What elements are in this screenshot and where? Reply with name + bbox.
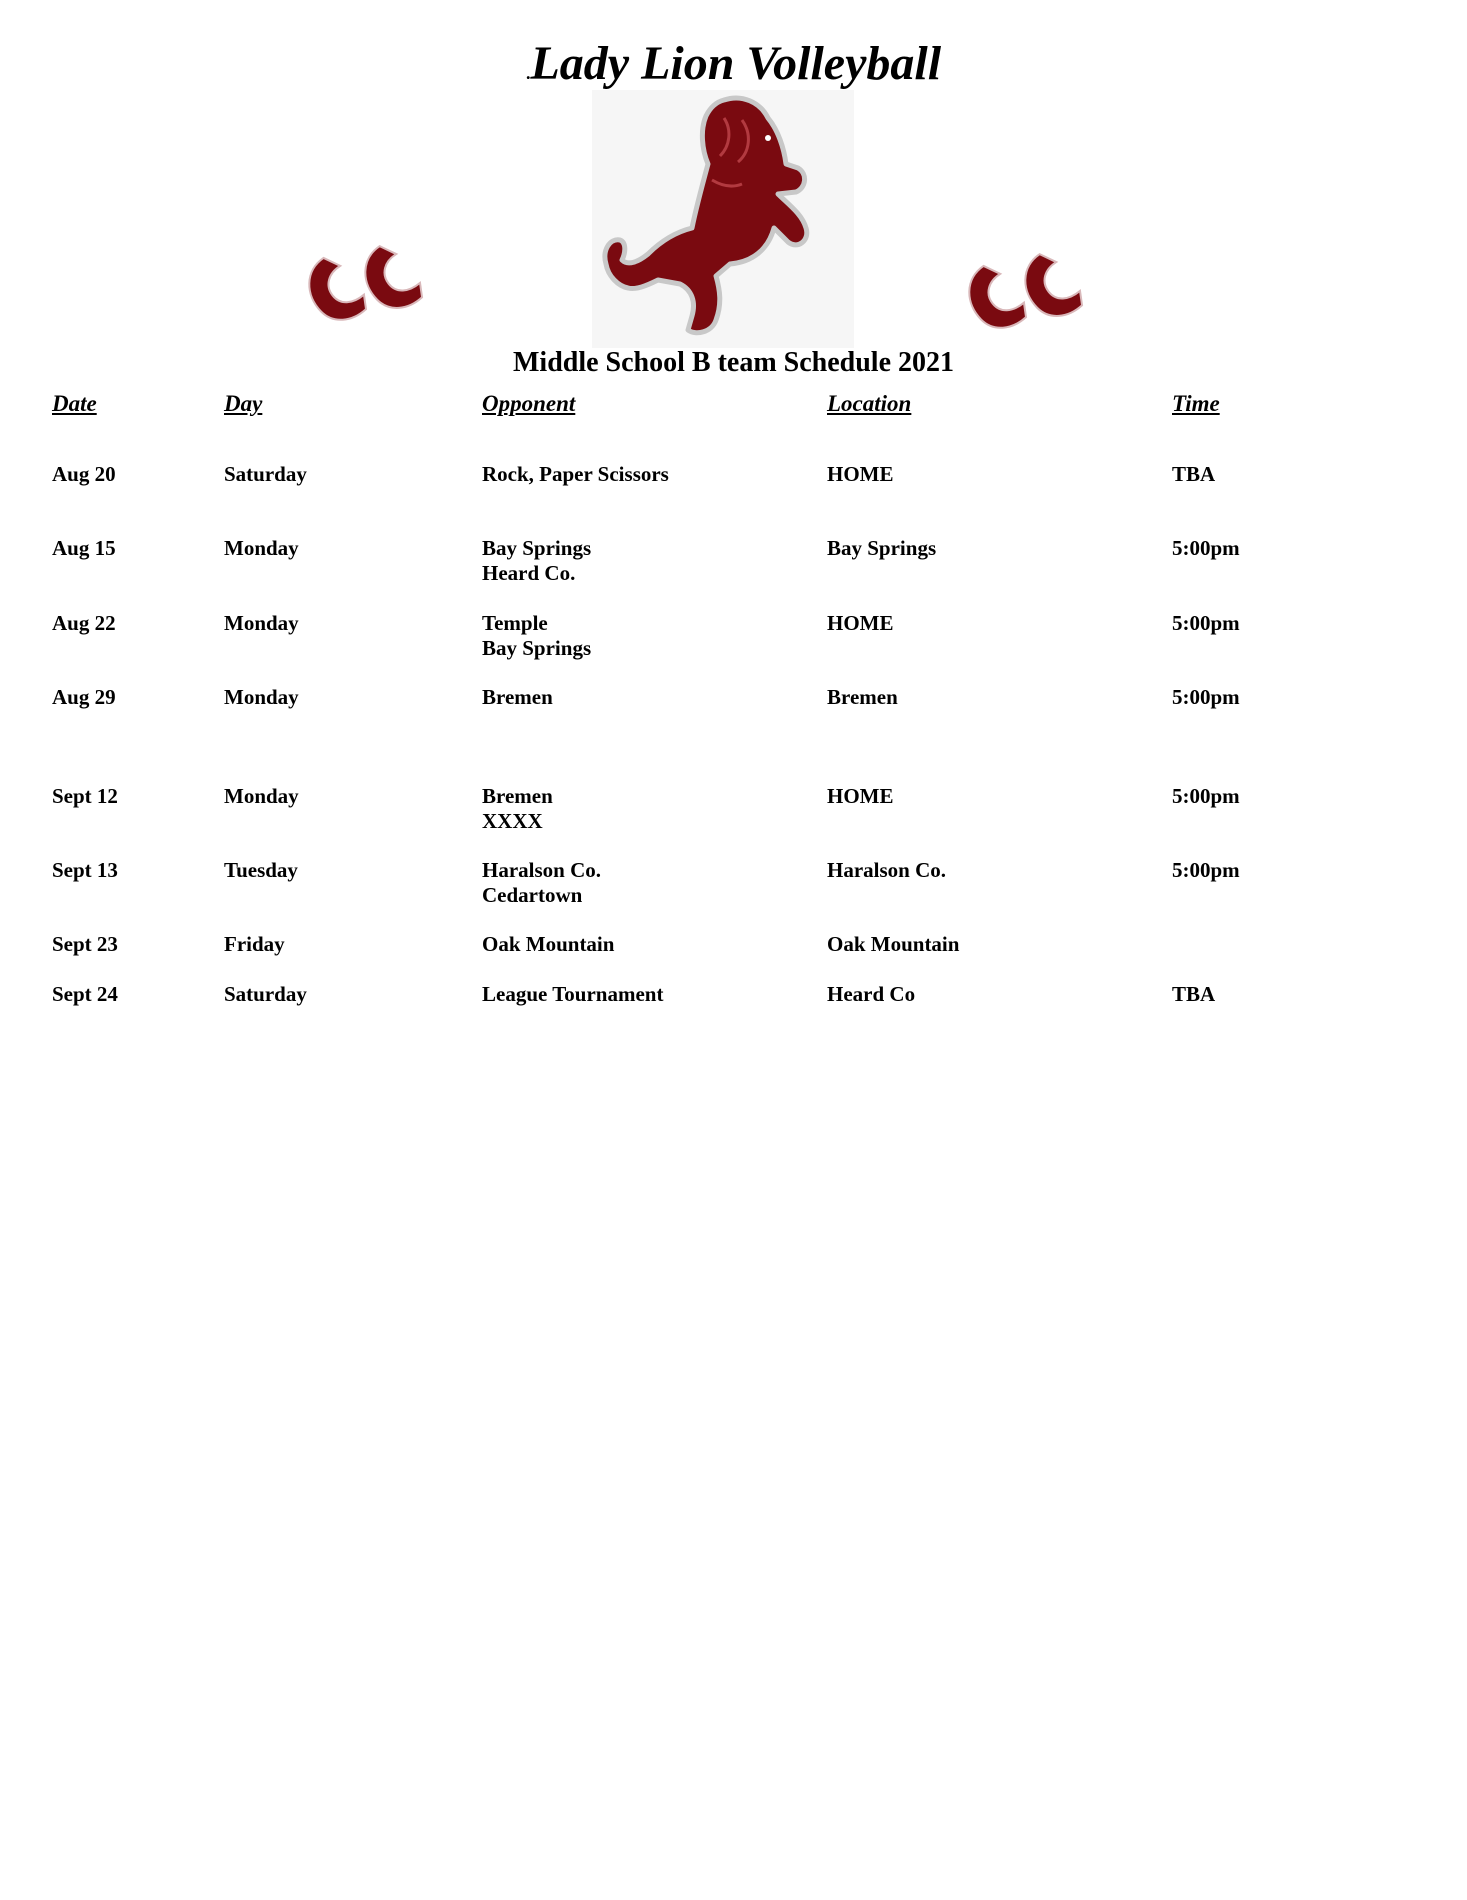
- table-row: [0, 982, 1467, 1032]
- row-opponent-line: Rock, Paper Scissors: [482, 462, 669, 486]
- row-date: Sept 23: [52, 932, 118, 956]
- row-location: Haralson Co.: [827, 858, 947, 882]
- leaping-lion-icon: [592, 90, 854, 348]
- column-header-location: Location: [827, 391, 912, 416]
- row-day: Tuesday: [224, 858, 298, 882]
- row-day: Friday: [224, 932, 285, 956]
- row-time: 5:00pm: [1172, 611, 1240, 635]
- row-location: HOME: [827, 462, 894, 486]
- row-date: Aug 15: [52, 536, 116, 560]
- row-time: 5:00pm: [1172, 784, 1240, 808]
- row-opponent: [482, 932, 614, 957]
- row-day: Monday: [224, 784, 299, 808]
- table-row: [0, 536, 1467, 586]
- table-row: [0, 685, 1467, 735]
- cc-monogram-icon: [298, 218, 448, 348]
- row-day: Saturday: [224, 982, 307, 1006]
- row-opponent: [482, 685, 553, 710]
- table-row: [0, 932, 1467, 982]
- row-opponent-line: League Tournament: [482, 982, 664, 1006]
- row-day: Monday: [224, 536, 299, 560]
- table-row: [0, 611, 1467, 661]
- column-header-time: Time: [1172, 391, 1220, 416]
- row-location: HOME: [827, 784, 894, 808]
- table-row: [0, 858, 1467, 908]
- row-opponent-line: Heard Co.: [482, 561, 576, 585]
- row-opponent: [482, 462, 669, 487]
- row-opponent: [482, 858, 601, 908]
- row-opponent: [482, 611, 591, 661]
- title-text: Lady Lion Volleyball: [530, 37, 942, 90]
- title-prefix: .: [525, 63, 531, 83]
- row-time: 5:00pm: [1172, 536, 1240, 560]
- row-opponent: [482, 982, 663, 1007]
- row-time: TBA: [1172, 462, 1216, 486]
- row-location: HOME: [827, 611, 894, 635]
- row-opponent-line: Bremen: [482, 784, 553, 808]
- row-day: Saturday: [224, 462, 307, 486]
- row-opponent-line: Oak Mountain: [482, 932, 615, 956]
- row-opponent-line: Bay Springs: [482, 536, 592, 560]
- row-location: Heard Co: [827, 982, 916, 1006]
- row-time: TBA: [1172, 982, 1216, 1006]
- row-date: Sept 13: [52, 858, 118, 882]
- row-time: 5:00pm: [1172, 685, 1240, 709]
- row-opponent-line: Bay Springs: [482, 636, 592, 660]
- row-date: Aug 29: [52, 685, 116, 709]
- row-day: Monday: [224, 611, 299, 635]
- row-opponent: [482, 784, 553, 834]
- row-opponent-line: Bremen: [482, 685, 553, 709]
- row-location: Bay Springs: [827, 536, 937, 560]
- row-location: Oak Mountain: [827, 932, 960, 956]
- column-header-date: Date: [52, 391, 97, 416]
- table-row: [0, 784, 1467, 834]
- row-opponent-line: Haralson Co.: [482, 858, 602, 882]
- row-time: 5:00pm: [1172, 858, 1240, 882]
- column-header-opponent: Opponent: [482, 391, 576, 416]
- row-date: Aug 22: [52, 611, 116, 635]
- schedule-subtitle: Middle School B team Schedule 2021: [512, 347, 954, 378]
- cc-monogram-icon: [958, 226, 1108, 356]
- row-day: Monday: [224, 685, 299, 709]
- row-date: Aug 20: [52, 462, 116, 486]
- row-opponent-line: Cedartown: [482, 883, 583, 907]
- row-date: Sept 24: [52, 982, 118, 1006]
- table-row: [0, 462, 1467, 512]
- column-header-day: Day: [224, 391, 263, 416]
- row-location: Bremen: [827, 685, 898, 709]
- row-date: Sept 12: [52, 784, 118, 808]
- row-opponent: [482, 536, 591, 586]
- row-opponent-line: Temple: [482, 611, 548, 635]
- row-opponent-line: XXXX: [482, 809, 543, 833]
